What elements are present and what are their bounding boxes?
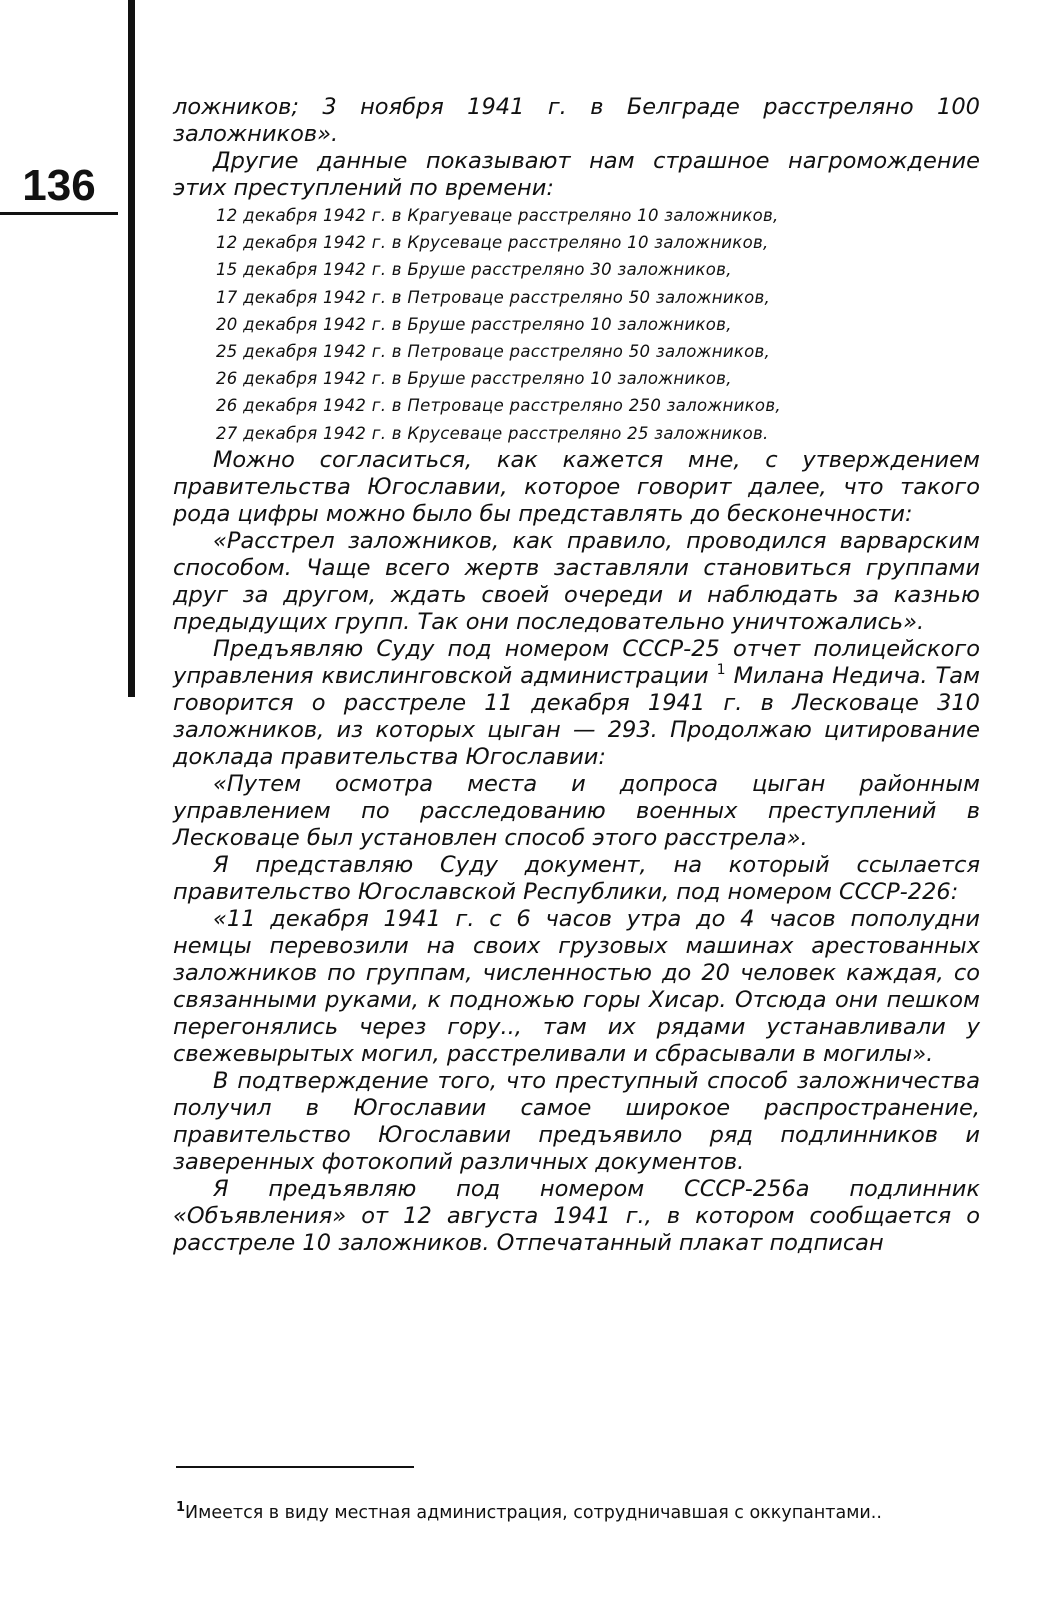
list-item: 27 декабря 1942 г. в Крусеваце расстреляно 25 заложников. (216, 423, 769, 443)
footnote-text: Имеется в виду местная администрация, сотрудничавшая с оккупантами.. (185, 1503, 882, 1523)
text-span: Милана Недича. Там говорится о расстреле 11 декабря 1941 г. в Лесковаце 310 заложников, из которых цыган — 293. Продолжаю цитирование доклада правительства Югославии: (173, 662, 980, 770)
quote-paragraph: «11 декабря 1941 г. с 6 часов утра до 4 часов пополудни немцы перевозили на своих грузовых машинах арестованных заложников по группам, численностью до 20 человек каждая, со связанными руками, к подножью горы Хисар. Отсюда они пешком перегонялись через гору.., там их рядами устанавливали у свежевырытых могил, расстреливали и сбрасывали в могилы». (173, 905, 980, 1067)
paragraph: Я представляю Суду документ, на который ссылается правительство Югославской Республики, под номером СССР-226: (173, 851, 980, 905)
page-number-underline (0, 212, 118, 215)
footnote (176, 1500, 981, 1527)
list-item: 12 декабря 1942 г. в Крусеваце расстреляно 10 заложников, (216, 233, 769, 253)
quote-paragraph: «Расстрел заложников, как правило, проводился варварским способом. Чаще всего жертв заставляли становиться группами друг за другом, ждать своей очереди и наблюдать за казнью предыдущих групп. Так они последовательно уничтожались». (173, 527, 980, 635)
list-item: 12 декабря 1942 г. в Крагуеваце расстреляно 10 заложников, (216, 206, 779, 225)
paragraph: В подтверждение того, что преступный способ заложничества получил в Югославии самое широкое распространение, правительство Югославии предъявило ряд подлинников и заверенных фотокопий различных документов. (173, 1067, 980, 1175)
paragraph-intro-list: Другие данные показывают нам страшное нагромождение этих преступлений по времени: (173, 148, 980, 201)
paragraph-with-footnote-ref (173, 636, 980, 771)
body-text (173, 94, 980, 1257)
paragraph: Можно согласиться, как кажется мне, с утверждением правительства Югославии, которое говорит далее, что такого рода цифры можно было бы представлять до бесконечности: (173, 446, 980, 527)
margin-vertical-rule (128, 0, 135, 697)
list-item: 26 декабря 1942 г. в Петроваце расстреляно 250 заложников, (216, 396, 781, 416)
list-item: 25 декабря 1942 г. в Петроваце расстреляно 50 заложников, (216, 342, 771, 362)
footnote-marker: 1 (176, 1500, 186, 1515)
list-item: 15 декабря 1942 г. в Бруше расстреляно 30 заложников, (216, 260, 732, 280)
list-item: 17 декабря 1942 г. в Петроваце расстреляно 50 заложников, (216, 287, 771, 307)
paragraph: Я предъявляю под номером СССР-256а подлинник «Объявления» от 12 августа 1941 г., в котором сообщается о расстреле 10 заложников. Отпечатанный плакат подписан (173, 1175, 980, 1256)
paragraph-continuation: ложников; 3 ноября 1941 г. в Белграде расстреляно 100 заложников». (173, 94, 980, 147)
quote-paragraph: «Путем осмотра места и допроса цыган районным управлением по расследованию военных преступлений в Лесковаце был установлен способ этого расстрела». (173, 770, 980, 851)
footnote-separator (176, 1466, 414, 1468)
list-item: 26 декабря 1942 г. в Бруше расстреляно 10 заложников, (216, 369, 732, 389)
executions-list (173, 202, 980, 447)
text-span: Предъявляю Суду под номером СССР-25 отчет полицейского управления квислинговской администрации (173, 635, 980, 689)
footnote-reference: 1 (716, 661, 726, 678)
page-number: 136 (22, 161, 96, 210)
list-item: 20 декабря 1942 г. в Бруше расстреляно 10 заложников, (216, 314, 732, 334)
